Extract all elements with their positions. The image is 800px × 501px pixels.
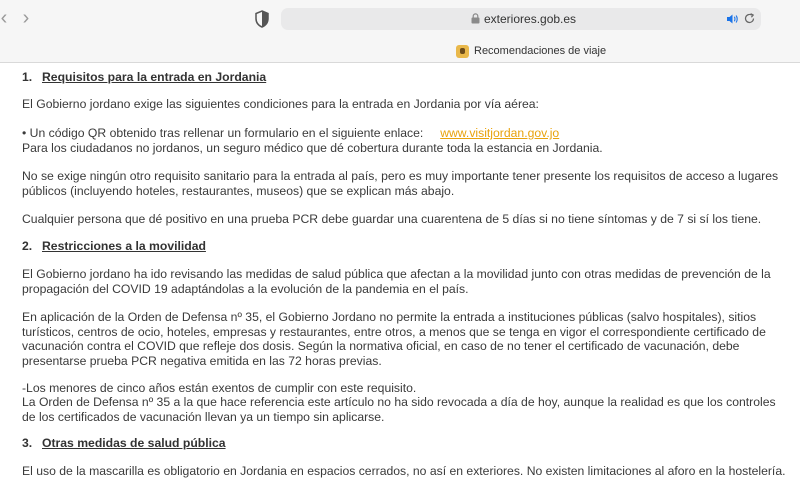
section3-para1: El uso de la mascarilla es obligatorio en Jordania en espacios cerrados, no así en exteriores. No existen limitaciones al aforo en la hostelería. (22, 464, 786, 478)
bookmark-label: Recomendaciones de viaje (474, 45, 607, 57)
qr-requirement-text: • Un código QR obtenido tras rellenar un formulario en el siguiente enlace: (22, 126, 424, 140)
section2-title: Restricciones a la movilidad (42, 239, 206, 253)
url-text: exteriores.gob.es (484, 12, 577, 26)
section1-number: 1. (22, 70, 33, 84)
section2-order: La Orden de Defensa nº 35 a la que hace referencia este artículo no ha sido revocada a día de hoy, aunque la realidad es que los controles de los certificados de vacunación llevan ya un tiempo sin aplicarse. (22, 395, 776, 424)
section1-no-requirement: No se exige ningún otro requisito sanitario para la entrada al país, pero es muy importante tener presente los requisitos de acceso a lugares públicos (incluyendo hoteles, restaurantes, museos) que se explican más abajo. (22, 169, 779, 198)
section1-heading (22, 70, 792, 85)
privacy-shield-icon[interactable] (254, 10, 270, 28)
passport-icon (456, 45, 469, 58)
audio-playing-icon[interactable] (726, 13, 739, 25)
section1-insurance: Para los ciudadanos no jordanos, un seguro médico que dé cobertura durante toda la estancia en Jordania. (22, 141, 603, 155)
section2-para2: En aplicación de la Orden de Defensa nº 35, el Gobierno Jordano no permite la entrada a instituciones públicas (salvo hospitales), sitios turísticos, centros de ocio, hoteles, empresas y restaurantes, entre otros, a menos que se tenga en vigor el correspondiente certificado de vacunación contra el COVID que refleje dos dosis. Según la normativa oficial, en caso de no tener el certificado de vacunación, debe presentarse prueba PCR negativa emitida en las 72 horas previas. (22, 310, 766, 368)
visitjordan-link[interactable]: www.visitjordan.gov.jo (440, 126, 560, 140)
browser-toolbar (0, 0, 800, 38)
forward-button[interactable]: › (22, 7, 30, 29)
section1-bullet (22, 126, 792, 141)
section2-heading (22, 239, 792, 254)
back-button[interactable]: ‹ (0, 7, 8, 29)
section3-title: Otras medidas de salud pública (42, 436, 226, 450)
section1-title: Requisitos para la entrada en Jordania (42, 70, 267, 84)
section2-para1: El Gobierno jordano ha ido revisando las medidas de salud pública que afectan a la movilidad junto con otras medidas de prevención de la propagación del COVID 19 adaptándolas a la evolución de la pandemia en el país. (22, 267, 771, 296)
bookmarks-bar (0, 38, 800, 63)
section3-heading (22, 436, 792, 451)
section2-minors: -Los menores de cinco años están exentos de cumplir con este requisito. (22, 381, 417, 395)
section1-intro: El Gobierno jordano exige las siguientes condiciones para la entrada en Jordania por vía aérea: (22, 97, 539, 111)
address-bar[interactable] (281, 8, 761, 30)
bookmark-recomendaciones[interactable] (456, 43, 606, 59)
section1-quarantine: Cualquier persona que dé positivo en una prueba PCR debe guardar una cuarentena de 5 días si no tiene síntomas y de 7 si sí los tiene. (22, 212, 762, 226)
lock-icon (471, 13, 480, 24)
section3-number: 3. (22, 436, 33, 450)
reload-icon[interactable] (743, 12, 756, 25)
section2-number: 2. (22, 239, 33, 253)
